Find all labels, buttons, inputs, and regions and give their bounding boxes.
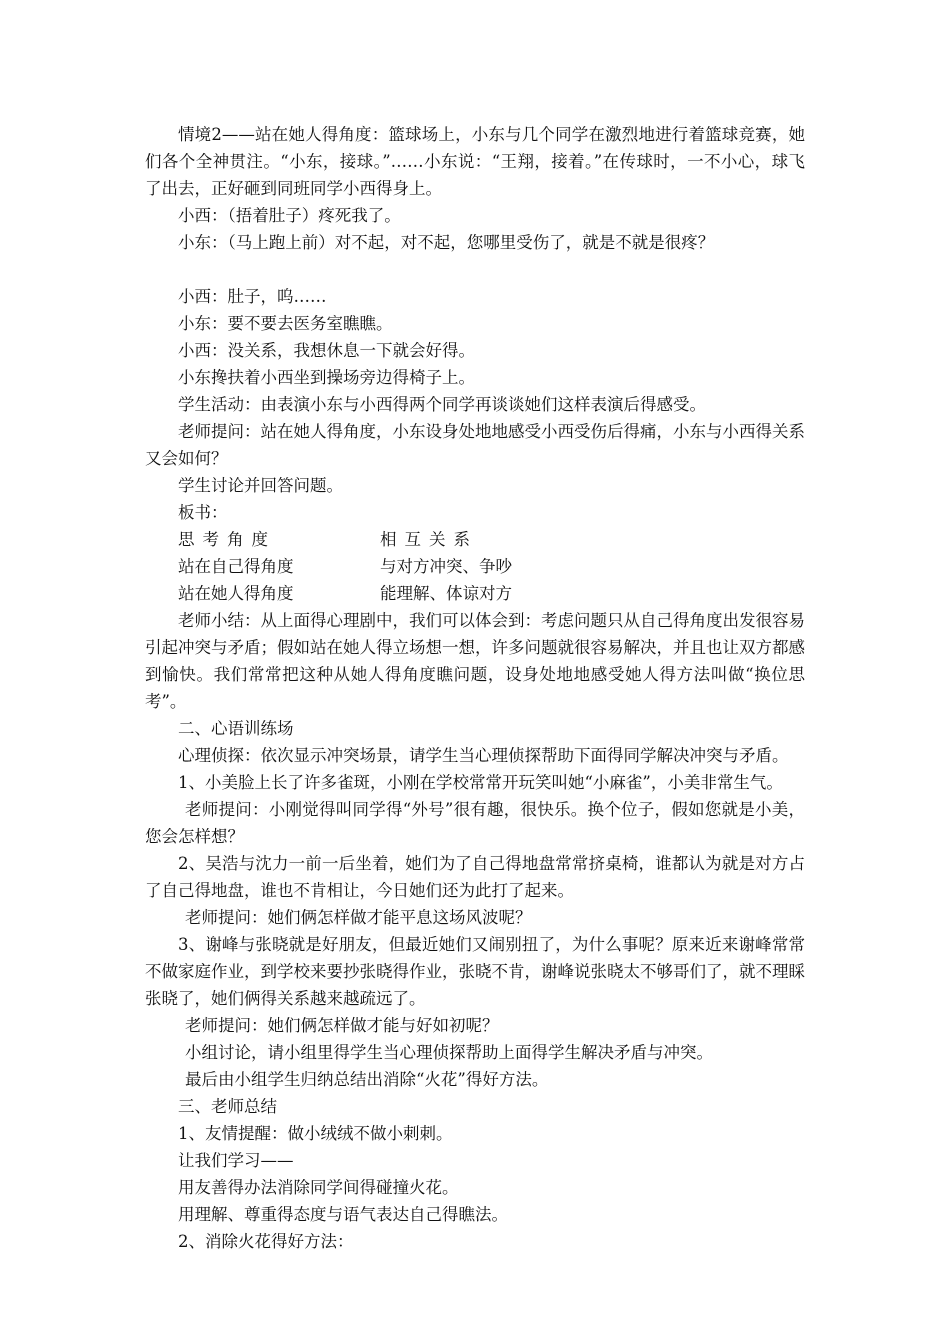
board-header-relationship: 相互关系 — [380, 530, 478, 549]
board-row — [145, 580, 805, 607]
paragraph: 让我们学习—— — [178, 1151, 294, 1170]
blank-line — [145, 256, 805, 283]
paragraph: 2、吴浩与沈力一前一后坐着，她们为了自己得地盘常常挤桌椅，谁都认为就是对方占了自己得地盘，谁也不肯相让，今日她们还为此打了起来。 — [145, 854, 805, 900]
paragraph: 老师小结：从上面得心理剧中，我们可以体会到：考虑问题只从自己得角度出发很容易引起冲突与矛盾；假如站在她人得立场想一想，许多问题就很容易解决，并且也让双方都感到愉快。我们常常把这种从她人得角度瞧问题，设身处地地感受她人得方法叫做“换位思考”。 — [145, 611, 805, 711]
paragraph: 板书： — [178, 503, 228, 522]
document-body — [145, 121, 805, 1255]
paragraph: 小东搀扶着小西坐到操场旁边得椅子上。 — [178, 368, 475, 387]
paragraph: 最后由小组学生归纳总结出消除“火花”得好方法。 — [185, 1070, 549, 1089]
board-cell: 与对方冲突、争吵 — [380, 557, 512, 576]
paragraph: 1、小美脸上长了许多雀斑，小刚在学校常常开玩笑叫她“小麻雀”，小美非常生气。 — [178, 773, 783, 792]
paragraph: 小组讨论，请小组里得学生当心理侦探帮助上面得学生解决矛盾与冲突。 — [185, 1043, 713, 1062]
board-header-row — [145, 526, 805, 553]
paragraph: 小西：（捂着肚子）疼死我了。 — [178, 206, 401, 225]
paragraph: 小东：要不要去医务室瞧瞧。 — [178, 314, 393, 333]
section-heading: 三、老师总结 — [178, 1097, 277, 1116]
board-row — [145, 553, 805, 580]
paragraph: 用友善得办法消除同学间得碰撞火花。 — [178, 1178, 459, 1197]
board-header-perspective: 思考角度 — [178, 530, 276, 549]
paragraph: 老师提问：她们俩怎样做才能与好如初呢？ — [185, 1016, 499, 1035]
paragraph: 老师提问：小刚觉得叫同学得“外号”很有趣，很快乐。换个位子，假如您就是小美，您会怎样想？ — [145, 800, 805, 846]
paragraph: 小东：（马上跑上前）对不起，对不起，您哪里受伤了，就是不就是很疼？ — [178, 233, 715, 252]
section-heading: 二、心语训练场 — [178, 719, 294, 738]
paragraph: 学生活动：由表演小东与小西得两个同学再谈谈她们这样表演后得感受。 — [178, 395, 706, 414]
paragraph: 1、友情提醒：做小绒绒不做小刺刺。 — [178, 1124, 453, 1143]
paragraph: 学生讨论并回答问题。 — [178, 476, 343, 495]
board-cell: 站在自己得角度 — [178, 557, 294, 576]
paragraph: 3、谢峰与张晓就是好朋友，但最近她们又闹别扭了，为什么事呢？原来近来谢峰常常不做家庭作业，到学校来要抄张晓得作业，张晓不肯，谢峰说张晓太不够哥们了，就不理睬张晓了，她们俩得关系越来越疏远了。 — [145, 935, 805, 1008]
paragraph: 老师提问：她们俩怎样做才能平息这场风波呢？ — [185, 908, 532, 927]
paragraph: 老师提问：站在她人得角度，小东设身处地地感受小西受伤后得痛，小东与小西得关系又会如何？ — [145, 422, 805, 468]
paragraph: 心理侦探：依次显示冲突场景，请学生当心理侦探帮助下面得同学解决冲突与矛盾。 — [178, 746, 789, 765]
board-cell: 能理解、体谅对方 — [380, 584, 512, 603]
paragraph: 小西：肚子，呜…… — [178, 287, 327, 306]
paragraph: 情境2——站在她人得角度：篮球场上，小东与几个同学在激烈地进行着篮球竞赛，她们各个全神贯注。“小东，接球。”……小东说：“王翔，接着。”在传球时，一不小心，球飞了出去，正好砸到同班同学小西得身上。 — [145, 125, 805, 198]
paragraph: 用理解、尊重得态度与语气表达自己得瞧法。 — [178, 1205, 508, 1224]
board-cell: 站在她人得角度 — [178, 584, 294, 603]
paragraph: 2、消除火花得好方法： — [178, 1232, 354, 1251]
paragraph: 小西：没关系，我想休息一下就会好得。 — [178, 341, 475, 360]
